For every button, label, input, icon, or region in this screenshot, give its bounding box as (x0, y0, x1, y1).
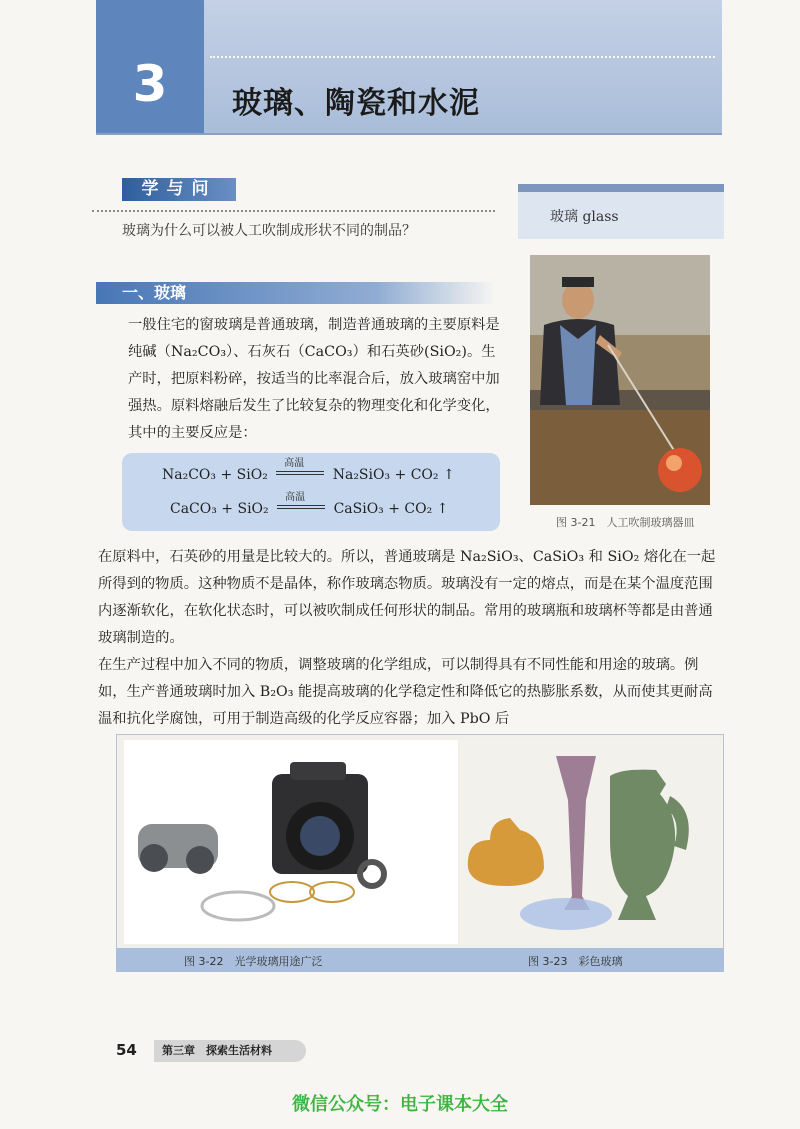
glossary-bar (518, 184, 724, 192)
eq2-reactants: CaCO₃ + SiO₂ (170, 501, 269, 517)
figure-3-22-caption: 图 3-22 光学玻璃用途广泛 (184, 955, 323, 968)
chapter-label: 第三章 探索生活材料 (154, 1040, 306, 1062)
study-ask-label: 学与问 (122, 178, 236, 201)
study-ask-divider (92, 210, 495, 212)
equation-2 (170, 492, 449, 517)
eq1-products: Na₂SiO₃ + CO₂ ↑ (332, 467, 455, 483)
eq2-condition: 高温 (285, 492, 306, 503)
page-number: 54 (116, 1041, 137, 1059)
glossary-term: 玻璃 glass (550, 209, 619, 225)
equation-1 (162, 458, 455, 483)
figure-3-23-caption: 图 3-23 彩色玻璃 (528, 955, 623, 968)
eq1-arrow (272, 458, 328, 482)
colored-glass-photo (460, 740, 722, 944)
paragraph-3: 在生产过程中加入不同的物质，调整玻璃的化学组成，可以制得具有不同性能和用途的玻璃。例如，生产普通玻璃时加入 B₂O₃ 能提高玻璃的化学稳定性和降低它的热膨胀系数，从而使其更耐高温和抗化学腐蚀，可用于制造高级的化学反应容器；加入 PbO 后 (98, 657, 713, 727)
header-divider (210, 56, 715, 58)
figure-3-21-caption: 图 3-21 人工吹制玻璃器皿 (556, 516, 695, 529)
glossary-box (518, 192, 724, 239)
glassblower-photo (530, 255, 710, 505)
equation-box (122, 453, 500, 531)
eq2-arrow (273, 492, 329, 516)
eq1-reactants: Na₂CO₃ + SiO₂ (162, 467, 268, 483)
section-number: 3 (132, 55, 168, 113)
eq2-products: CaSiO₃ + CO₂ ↑ (333, 501, 449, 517)
watermark-text: 微信公众号：电子课本大全 (292, 1094, 508, 1115)
section-number-block (96, 0, 204, 133)
optical-glass-photo (124, 740, 458, 944)
study-ask-question: 玻璃为什么可以被人工吹制成形状不同的制品？ (122, 223, 416, 239)
section-title: 玻璃、陶瓷和水泥 (232, 86, 480, 121)
eq1-condition: 高温 (284, 458, 305, 469)
subsection-banner: 一、玻璃 (96, 282, 496, 304)
paragraph-1: 一般住宅的窗玻璃是普通玻璃，制造普通玻璃的主要原料是纯碱（Na₂CO₃）、石灰石（CaCO₃）和石英砂(SiO₂)。生产时，把原料粉碎，按适当的比率混合后，放入玻璃窑中加强热。原料熔融后发生了比较复杂的物理变化和化学变化，其中的主要反应是： (128, 317, 500, 441)
paragraph-2: 在原料中，石英砂的用量是比较大的。所以，普通玻璃是 Na₂SiO₃、CaSiO₃ 和 SiO₂ 熔化在一起所得到的物质。这种物质不是晶体，称作玻璃态物质。玻璃没有一定的熔点，而是在某个温度范围内逐渐软化，在软化状态时，可以被吹制成任何形状的制品。常用的玻璃瓶和玻璃杯等都是由普通玻璃制造的。 (98, 549, 716, 646)
header-bottom-rule (96, 133, 722, 135)
